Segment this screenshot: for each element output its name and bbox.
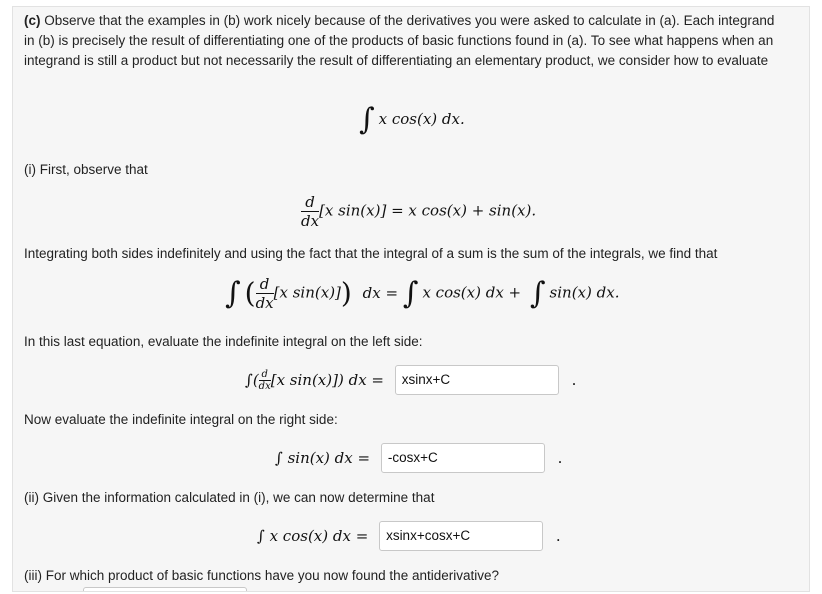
- sum-term2: sin(x) dx.: [549, 283, 620, 302]
- d-dx-fraction: [301, 193, 319, 230]
- intro-text: Observe that the examples in (b) work nicely because of the derivatives you were asked to calculate in (a). Each integrand in (b) is precisely the result of differentiating one of the products of basic functions found in (a). To see what happens when an integrand is still a product but not necessarily the result of differentiating an elementary product, we consider how to evaluate: [24, 13, 775, 68]
- answer-iii-input[interactable]: [83, 587, 247, 592]
- right-side-prompt: Now evaluate the indefinite integral on the right side:: [24, 412, 338, 427]
- answer-right-input[interactable]: -cosx+C: [381, 443, 545, 473]
- frac-numerator: d: [259, 369, 271, 381]
- answer-ii-row: [257, 521, 561, 553]
- paren-open: (: [244, 276, 256, 310]
- frac-denominator: dx: [255, 294, 274, 312]
- derivative-equation: [301, 193, 536, 230]
- answer-right-period: .: [557, 449, 563, 467]
- frac-numerator: d: [256, 275, 274, 294]
- integrating-text: Integrating both sides indefinitely and using the fact that the integral of a sum is the sum of the integrals, we find that: [24, 246, 718, 261]
- integral-sign: ∫: [529, 275, 546, 311]
- answer-left-row: [245, 365, 576, 397]
- intro-paragraph: [24, 11, 784, 71]
- frac-denominator: dx: [258, 380, 271, 392]
- answer-right-row: [275, 443, 562, 475]
- integral-sign: ∫: [402, 275, 419, 311]
- part-i-text: (i) First, observe that: [24, 162, 148, 177]
- answer-left-prefix: ∫(: [245, 371, 259, 389]
- answer-left-expr: [x sin(x)]) dx =: [270, 371, 384, 389]
- derivative-expr: [x sin(x)] = x cos(x) + sin(x).: [319, 201, 537, 220]
- part-ii-text: (ii) Given the information calculated in (i), we can now determine that: [24, 490, 435, 505]
- paren-close: ): [340, 276, 352, 310]
- main-integral-expr: x cos(x) dx.: [378, 110, 465, 128]
- d-dx-fraction: [259, 369, 271, 392]
- answer-ii-period: .: [555, 527, 561, 545]
- answer-left-input[interactable]: xsinx+C: [395, 365, 559, 395]
- answer-ii-expr: ∫ x cos(x) dx =: [257, 527, 369, 545]
- sum-term1: x cos(x) dx +: [422, 283, 522, 302]
- frac-numerator: d: [301, 193, 319, 212]
- answer-right-expr: ∫ sin(x) dx =: [275, 449, 371, 467]
- integral-sign: ∫: [359, 102, 375, 137]
- main-integral-equation: [359, 102, 465, 137]
- integral-sign: ∫: [225, 275, 241, 311]
- answer-ii-input[interactable]: xsinx+cosx+C: [379, 521, 543, 551]
- part-iii-text: (iii) For which product of basic functions have you now found the antiderivative?: [24, 568, 500, 583]
- frac-denominator: dx: [301, 212, 320, 230]
- part-c-label: (c): [24, 13, 41, 28]
- sum-mid: dx =: [362, 283, 403, 302]
- sum-equation: [225, 275, 619, 312]
- left-side-prompt: In this last equation, evaluate the indefinite integral on the left side:: [24, 334, 423, 349]
- answer-left-period: .: [571, 371, 577, 389]
- d-dx-fraction: [256, 275, 274, 312]
- sum-inner-expr: [x sin(x)]: [273, 283, 341, 302]
- problem-panel: [12, 6, 810, 592]
